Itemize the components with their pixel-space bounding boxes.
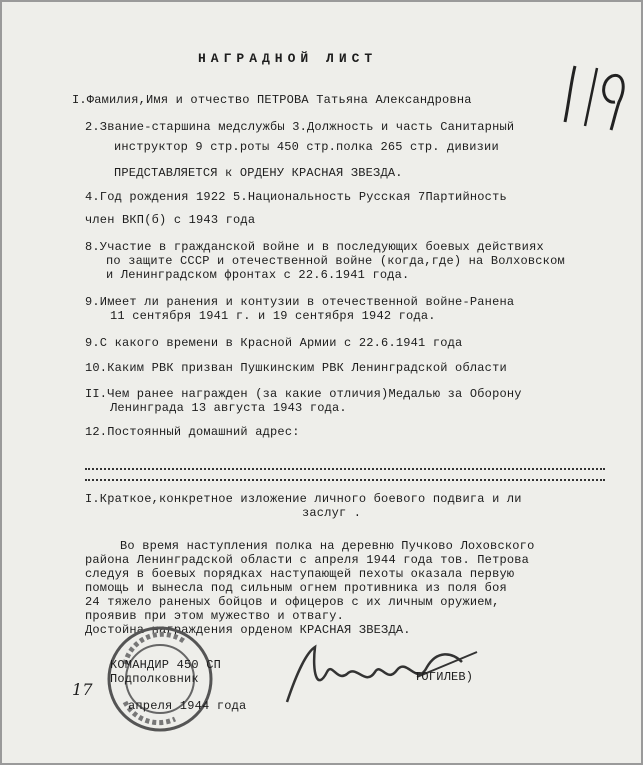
line-23: 24 тяжело раненых бойцов и офицеров с их личным оружием, [85,595,500,609]
dotted-line [85,479,605,481]
handwritten-day: 17 [72,680,93,699]
line-18: заслуг . [302,506,362,520]
line-22: помощь и вынесла под сильным огнем противника из поля боя [85,581,507,595]
line-3: инструктор 9 стр.роты 450 стр.полка 265 стр. дивизии [114,140,499,154]
dotted-line [85,468,605,470]
line-15: Ленинграда 13 августа 1943 года. [110,401,347,415]
line-13: 10.Каким РВК призван Пушкинским РВК Ленинградской области [85,361,507,375]
line-20: района Ленинградской области с апреля 1944 года тов. Петрова [85,553,530,567]
line-6: член ВКП(б) с 1943 года [85,213,256,227]
page-title: НАГРАДНОЙ ЛИСТ [198,51,378,66]
line-29: апреля 1944 года [128,699,247,713]
line-4: ПРЕДСТАВЛЯЕТСЯ к ОРДЕНУ КРАСНАЯ ЗВЕЗДА. [114,166,403,180]
line-27: Подполковник [110,672,199,686]
line-5: 4.Год рождения 1922 5.Национальность Русская 7Партийность [85,190,507,204]
line-7: 8.Участие в гражданской войне и в последующих боевых действиях [85,240,544,254]
line-14: II.Чем ранее награжден (за какие отличия)Медалью за Оборону [85,387,522,401]
line-21: следуя в боевых порядках наступающей пехоты оказала первую [85,567,515,581]
line-1: I.Фамилия,Имя и отчество ПЕТРОВА Татьяна Александровна [72,93,472,107]
line-24: проявив при этом мужество и отвагу. [85,609,345,623]
line-16: 12.Постоянный домашний адрес: [85,425,300,439]
line-25: Достойна награждения орденом КРАСНАЯ ЗВЕЗДА. [85,623,411,637]
line-2: 2.Звание-старшина медслужбы 3.Должность и часть Санитарный [85,120,515,134]
line-11: 11 сентября 1941 г. и 19 сентября 1942 года. [110,309,436,323]
line-19: Во время наступления полка на деревню Пучково Лоховского [120,539,535,553]
line-26: КОМАНДИР 450 СП [110,658,222,672]
award-sheet [2,2,641,763]
line-10: 9.Имеет ли ранения и контузии в отечественной войне-Ранена [85,295,515,309]
line-17: I.Краткое,конкретное изложение личного боевого подвига и ли [85,492,522,506]
line-28: ТОГИЛЕВ) [414,670,474,684]
line-9: и Ленинградском фронтах с 22.6.1941 года. [106,268,410,282]
line-12: 9.С какого времени в Красной Армии с 22.6.1941 года [85,336,463,350]
line-8: по защите СССР и отечественной войне (когда,где) на Волховском [106,254,565,268]
handwritten-number [557,62,632,132]
